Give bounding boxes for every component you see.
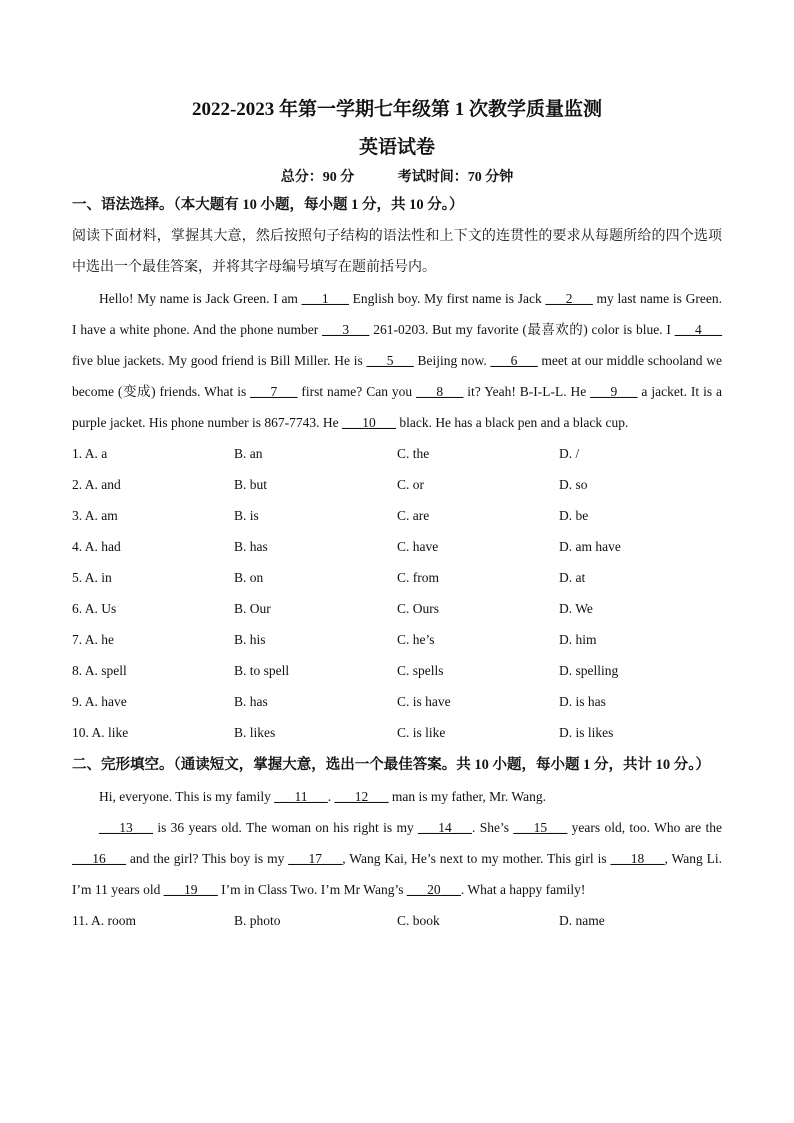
section-2-heading: 二、完形填空。（通读短文，掌握大意，选出一个最佳答案。共 10 小题，每小题 1 分，共计 10 分。） [72,757,710,773]
option-row [72,500,722,531]
option-c: C. Ours [397,601,440,616]
passage-text: five blue jackets. My good friend is Bill Miller. He is [72,353,367,368]
option-d: D. at [559,570,586,585]
exam-page [72,98,722,936]
option-d: D. is likes [559,725,614,740]
option-a: 3. A. am [72,508,118,523]
passage-text: Beijing now. [413,353,491,368]
option-a: 4. A. had [72,539,121,554]
option-a: 11. A. room [72,913,136,928]
option-a: 2. A. and [72,477,121,492]
passage-text: and the girl? This boy is my [126,851,289,866]
option-b: B. but [234,477,268,492]
option-row [72,624,722,655]
passage-text: meet at our middle schooland we become (变成) friends. What is [72,353,722,399]
option-a: 1. A. a [72,446,108,461]
passage-text: black. He has a black pen and a black cup. [395,415,629,430]
option-b: B. has [234,694,268,709]
option-d: D. spelling [559,663,619,678]
total-score: 总分：90 分 [280,170,355,185]
passage-text: is 36 years old. The woman on his right is my [153,820,419,835]
exam-subject: 英语试卷 [358,137,435,158]
exam-time: 考试时间：70 分钟 [397,170,514,185]
passage-text: , Wang Kai, He’s next to my mother. This girl is [342,851,611,866]
option-row [72,531,722,562]
answer-blank: ___4___ [674,322,723,337]
answer-blank: ___6___ [490,353,538,368]
option-c: C. is have [397,694,451,709]
option-c: C. or [397,477,424,492]
option-row [72,717,722,748]
answer-blank: ___20___ [406,882,461,897]
option-b: B. an [234,446,263,461]
option-a: 6. A. Us [72,601,117,616]
passage-text: 261-0203. But my favorite (最喜欢的) color is blue. I [369,322,675,337]
option-row [72,469,722,500]
passage-text: English boy. My first name is Jack [348,291,546,306]
option-d: D. / [559,446,580,461]
passage-text: my last name is Green. I have a white phone. And the phone number [72,291,722,337]
passage-text: Hi, everyone. This is my family [99,789,275,804]
option-a: 7. A. he [72,632,114,647]
answer-blank: ___12___ [334,789,389,804]
section-2-paragraph-2 [72,812,722,905]
option-a: 10. A. like [72,725,129,740]
option-d: D. We [559,601,593,616]
option-b: B. to spell [234,663,290,678]
option-b: B. Our [234,601,271,616]
option-row [72,593,722,624]
section-2-options [72,905,722,936]
option-c: C. are [397,508,430,523]
answer-blank: ___9___ [590,384,638,399]
answer-blank: ___3___ [322,322,370,337]
option-row [72,905,722,936]
option-a: 5. A. in [72,570,112,585]
section-2-paragraph-1 [72,781,722,812]
option-row [72,438,722,469]
section-1-instruction: 阅读下面材料，掌握其大意，然后按照句子结构的语法性和上下文的连贯性的要求从每题所给的四个选项中选出一个最佳答案，并将其字母编号填写在题前括号内。 [72,229,722,275]
option-row [72,655,722,686]
option-c: C. have [397,539,439,554]
answer-blank: ___18___ [610,851,665,866]
section-1-heading: 一、语法选择。（本大题有 10 小题，每小题 1 分，共 10 分。） [72,197,464,213]
option-d: D. be [559,508,589,523]
passage-text: Hello! My name is Jack Green. I am [99,291,302,306]
answer-blank: ___5___ [366,353,414,368]
option-b: B. likes [234,725,276,740]
option-c: C. is like [397,725,446,740]
passage-text: man is my father, Mr. Wang. [388,789,546,804]
answer-blank: ___10___ [341,415,396,430]
option-d: D. so [559,477,588,492]
option-b: B. is [234,508,259,523]
exam-meta [72,168,722,188]
answer-blank: ___11___ [274,789,328,804]
option-a: 8. A. spell [72,663,127,678]
passage-text: , Wang Li. I’m 11 years old [72,851,722,897]
section-1-passage [72,283,722,438]
option-c: C. book [397,913,440,928]
option-row [72,562,722,593]
option-d: D. am have [559,539,621,554]
option-b: B. on [234,570,264,585]
option-b: B. his [234,632,266,647]
option-c: C. he’s [397,632,435,647]
option-c: C. the [397,446,430,461]
passage-text: . She’s [472,820,514,835]
passage-text: years old, too. Who are the [567,820,722,835]
option-c: C. spells [397,663,444,678]
option-row [72,686,722,717]
passage-text: . What a happy family! [460,882,586,897]
exam-title: 2022-2023 年第一学期七年级第 1 次教学质量监测 [191,99,603,120]
answer-blank: ___16___ [72,851,126,866]
answer-blank: ___8___ [416,384,464,399]
section-1-options [72,438,722,748]
option-a: 9. A. have [72,694,127,709]
passage-text: . [327,789,335,804]
passage-text: a jacket. It is a purple jacket. His phone number is 867-7743. He [72,384,722,430]
passage-text: I’m in Class Two. I’m Mr Wang’s [217,882,407,897]
answer-blank: ___1___ [301,291,349,306]
answer-blank: ___2___ [545,291,593,306]
answer-blank: ___17___ [288,851,343,866]
answer-blank: ___14___ [418,820,473,835]
answer-blank: ___15___ [513,820,568,835]
answer-blank: ___13___ [99,820,153,835]
option-c: C. from [397,570,439,585]
answer-blank: ___19___ [163,882,218,897]
passage-text: it? Yeah! B-I-L-L. He [463,384,591,399]
option-b: B. photo [234,913,281,928]
passage-text: first name? Can you [297,384,417,399]
option-d: D. is has [559,694,606,709]
option-d: D. name [559,913,605,928]
option-d: D. him [559,632,597,647]
option-b: B. has [234,539,268,554]
answer-blank: ___7___ [250,384,298,399]
